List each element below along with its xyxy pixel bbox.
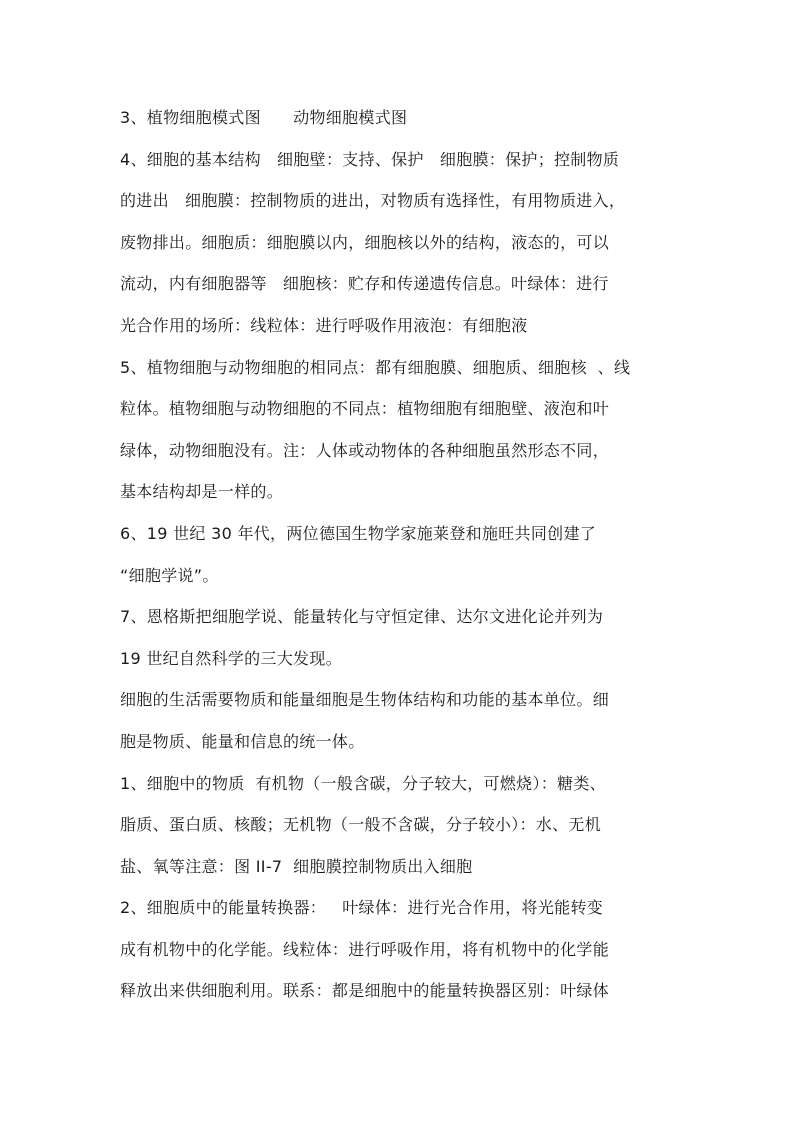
text-line <box>120 936 680 978</box>
document-body <box>120 104 680 1019</box>
text-line <box>120 354 680 396</box>
line-text: 流动，内有细胞器等 细胞核：贮存和传递遗传信息。叶绿体：进行 <box>120 274 609 294</box>
line-text: 1、细胞中的物质 有机物（一般含碳，分子较大，可燃烧）：糖类、 <box>120 773 606 793</box>
line-text: 废物排出。细胞质：细胞膜以内，细胞核以外的结构，液态的，可以 <box>120 232 610 252</box>
text-line <box>120 312 680 354</box>
text-line <box>120 146 680 188</box>
line-text: 2、细胞质中的能量转换器： 叶绿体：进行光合作用，将光能转变 <box>120 898 604 918</box>
text-line <box>120 977 680 1019</box>
line-text: 19 世纪自然科学的三大发现。 <box>120 648 342 668</box>
line-text: 3、植物细胞模式图 动物细胞模式图 <box>120 108 408 127</box>
text-line <box>120 562 680 604</box>
line-text: 绿体，动物细胞没有。注：人体或动物体的各种细胞虽然形态不同， <box>120 440 610 460</box>
line-text: “细胞学说”。 <box>120 565 219 585</box>
line-text: 的进出 细胞膜：控制物质的进出，对物质有选择性，有用物质进入， <box>120 191 626 211</box>
text-line <box>120 520 680 562</box>
line-text: 胞是物质、能量和信息的统一体。 <box>120 731 365 751</box>
line-text: 5、植物细胞与动物细胞的相同点：都有细胞膜、细胞质、细胞核 、线 <box>120 357 631 377</box>
line-text: 脂质、蛋白质、核酸；无机物（一般不含碳，分子较小）：水、无机 <box>120 815 602 835</box>
text-line <box>120 645 680 687</box>
text-line <box>120 437 680 479</box>
line-text: 6、19 世纪 30 年代，两位德国生物学家施莱登和施旺共同创建了 <box>120 523 597 543</box>
text-line <box>120 811 680 853</box>
line-text: 基本结构却是一样的。 <box>120 482 284 502</box>
line-text: 7、恩格斯把细胞学说、能量转化与守恒定律、达尔文进化论并列为 <box>120 607 604 627</box>
line-text: 4、细胞的基本结构 细胞壁：支持、保护 细胞膜：保护；控制物质 <box>120 149 620 169</box>
text-line <box>120 229 680 271</box>
line-text: 光合作用的场所：线粒体：进行呼吸作用液泡：有细胞液 <box>120 315 528 335</box>
text-line <box>120 686 680 728</box>
text-line <box>120 270 680 312</box>
text-line <box>120 770 680 812</box>
text-line <box>120 395 680 437</box>
line-text: 细胞的生活需要物质和能量细胞是生物体结构和功能的基本单位。细 <box>120 690 610 710</box>
line-text: 盐、氧等注意：图 II-7 细胞膜控制物质出入细胞 <box>120 856 473 876</box>
text-line <box>120 187 680 229</box>
text-line <box>120 728 680 770</box>
text-line <box>120 894 680 936</box>
text-line <box>120 478 680 520</box>
line-text: 释放出来供细胞利用。联系：都是细胞中的能量转换器区别：叶绿体 <box>120 981 610 1001</box>
text-line <box>120 853 680 895</box>
text-line <box>120 104 680 146</box>
line-text: 成有机物中的化学能。线粒体：进行呼吸作用，将有机物中的化学能 <box>120 939 610 959</box>
line-text: 粒体。植物细胞与动物细胞的不同点：植物细胞有细胞壁、液泡和叶 <box>120 399 610 419</box>
text-line <box>120 603 680 645</box>
